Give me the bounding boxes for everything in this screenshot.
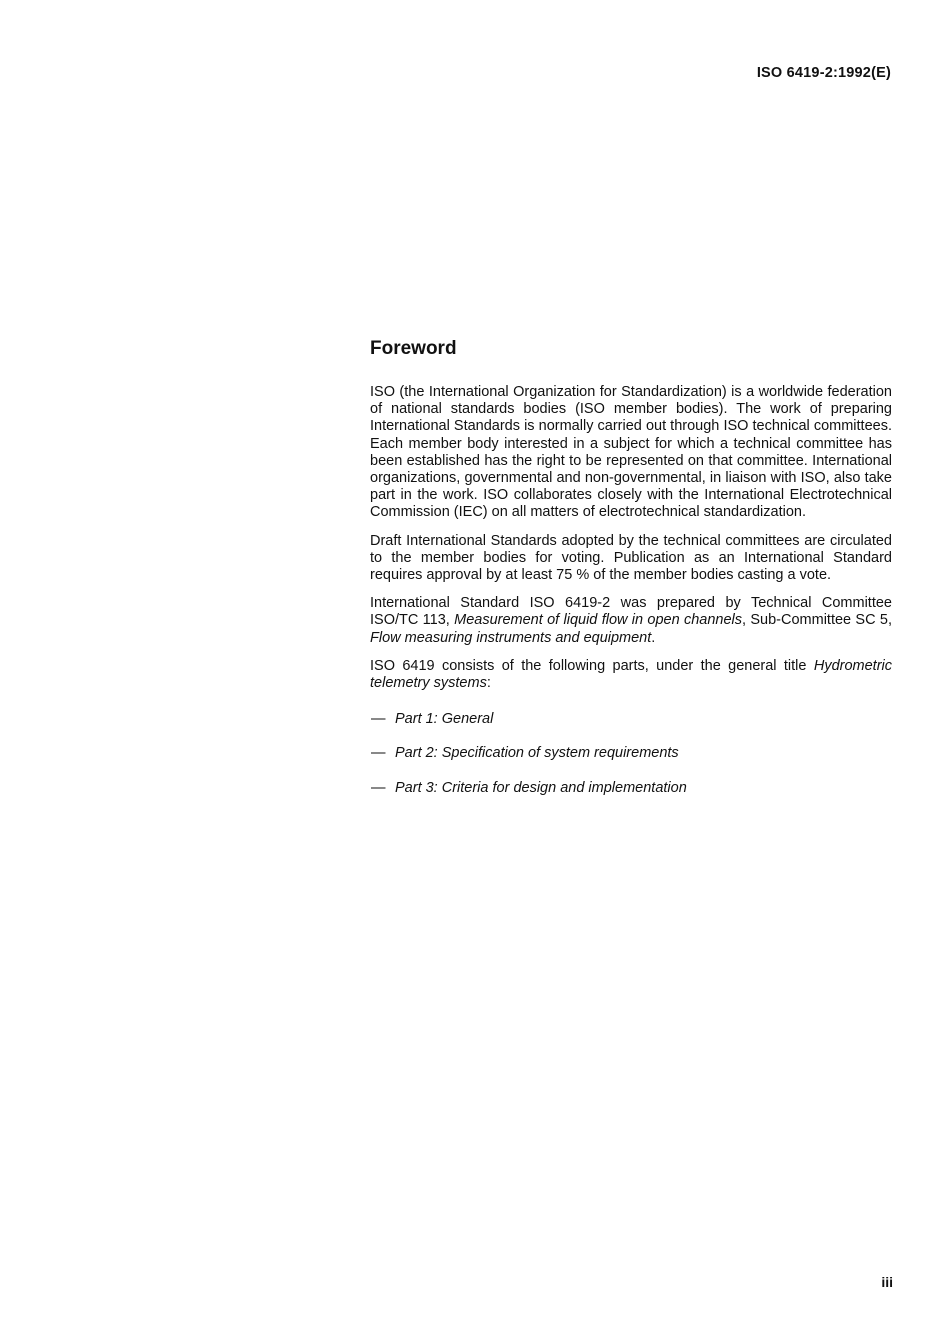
list-item xyxy=(370,711,892,728)
foreword-paragraph-1: ISO (the International Organization for Standardization) is a worldwide federation of national standards bodies (ISO member bodies). The work of preparing International Standards is normally carried out through ISO technical committees. Each member body interested in a subject for which a technical committee has been established has the right to be represented on that committee. International organizations, governmental and non-governmental, in liaison with ISO, also take part in the work. ISO collaborates closely with the International Electrotechnical Commission (IEC) on all matters of electrotechnical standardization. xyxy=(370,384,892,521)
committee-title: Measurement of liquid flow in open channels xyxy=(454,612,743,629)
dash-bullet: — xyxy=(371,745,386,762)
subcommittee-title: Flow measuring instruments and equipment xyxy=(370,629,652,646)
foreword-section xyxy=(370,338,892,814)
parts-list xyxy=(370,711,892,797)
part-label: Part 3: Criteria for design and implementation xyxy=(395,779,687,796)
list-item xyxy=(370,780,892,797)
dash-bullet: — xyxy=(371,779,386,796)
paragraph-4-text-a: ISO 6419 consists of the following parts, under the general title xyxy=(370,657,814,674)
part-label: Part 1: General xyxy=(395,711,494,728)
dash-bullet: — xyxy=(371,711,386,728)
paragraph-3-text-a: International Standard ISO 6419-2 was prepared by Technical Committee ISO/TC 113, xyxy=(370,595,892,629)
part-label: Part 2: Specification of system requirements xyxy=(395,745,679,762)
foreword-title: Foreword xyxy=(370,338,457,359)
general-title: Hydrometric telemetry systems xyxy=(370,657,892,692)
paragraph-3-text-b: , Sub-Committee SC 5, xyxy=(742,612,892,629)
foreword-paragraph-4 xyxy=(370,658,892,692)
page-number: iii xyxy=(881,1274,893,1290)
foreword-paragraph-2: Draft International Standards adopted by the technical committees are circulated to the member bodies for voting. Publication as an International Standard requires approval by at least 75 % of the member bodies casting a vote. xyxy=(370,532,892,584)
foreword-paragraph-3 xyxy=(370,595,892,647)
paragraph-4-text-b: : xyxy=(486,675,491,692)
paragraph-3-text-c: . xyxy=(651,629,656,646)
document-code: ISO 6419-2:1992(E) xyxy=(756,65,891,81)
list-item xyxy=(370,745,892,762)
